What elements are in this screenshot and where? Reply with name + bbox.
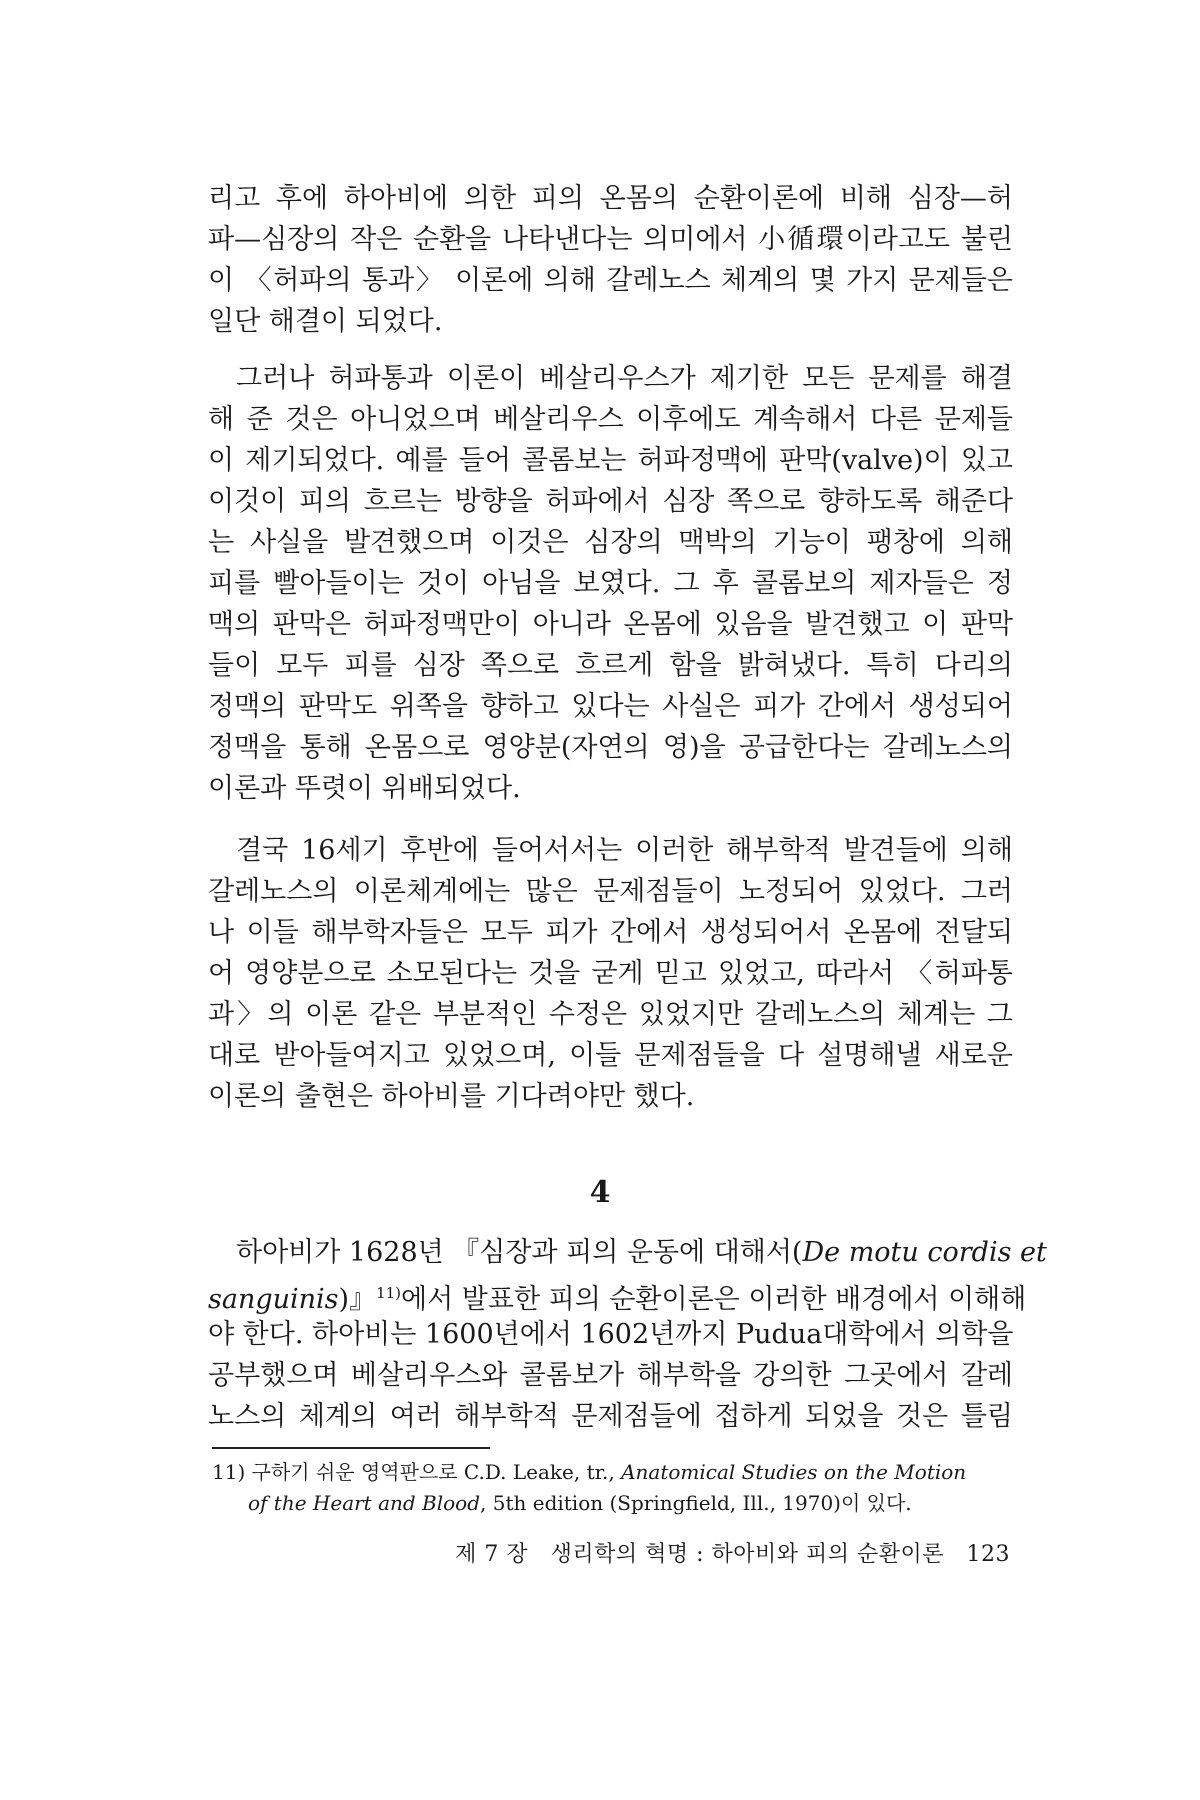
text-line: 결국 16세기 후반에 들어서서는 이러한 해부학적 발견들에 의해 bbox=[236, 835, 1013, 866]
paragraph-harvey bbox=[208, 1232, 1047, 1437]
text-line: 나 이들 해부학자들은 모두 피가 간에서 생성되어서 온몸에 전달되 bbox=[208, 917, 1013, 948]
text-line: 는 사실을 발견했으며 이것은 심장의 맥박의 기능이 팽창에 의해 bbox=[208, 527, 1013, 558]
running-footer bbox=[398, 1540, 1010, 1570]
paragraph-valves bbox=[208, 358, 1013, 809]
text-line: 맥의 판막은 허파정맥만이 아니라 온몸에 있음을 발견했고 이 판막 bbox=[208, 609, 1013, 640]
text-line: 파—심장의 작은 순환을 나타낸다는 의미에서 小循環이라고도 불린 bbox=[208, 224, 1013, 255]
book-title: De motu cordis et bbox=[802, 1237, 1047, 1268]
text-line: 이론과 뚜렷이 위배되었다. bbox=[208, 773, 521, 804]
text-line: 이것이 피의 흐르는 방향을 허파에서 심장 쪽으로 향하도록 해준다 bbox=[208, 486, 1013, 517]
footnote-divider bbox=[212, 1447, 490, 1449]
text-line: 리고 후에 하아비에 의한 피의 온몸의 순환이론에 비해 심장—허 bbox=[208, 183, 1013, 214]
text-line: 정맥을 통해 온몸으로 영양분(자연의 영)을 공급한다는 갈레노스의 bbox=[208, 732, 1013, 763]
paragraph-continued bbox=[208, 178, 1013, 342]
text-line: 피를 빨아들이는 것이 아님을 보였다. 그 후 콜롬보의 제자들은 정 bbox=[208, 568, 1013, 599]
book-title: of the Heart and Blood bbox=[248, 1491, 481, 1515]
text-span: 에서 발표한 피의 순환이론은 이러한 배경에서 이해해 bbox=[401, 1284, 1027, 1315]
footnote-line bbox=[212, 1488, 1017, 1519]
section-number: 4 bbox=[589, 1175, 611, 1210]
text-span: 구하기 쉬운 영역판으로 C.D. Leake, tr., bbox=[251, 1460, 622, 1484]
text-line: 야 한다. 하아비는 1600년에서 1602년까지 Pudua대학에서 의학을 bbox=[208, 1319, 1014, 1350]
text-line: 이 〈허파의 통과〉 이론에 의해 갈레노스 체계의 몇 가지 문제들은 bbox=[208, 265, 1013, 296]
text-line: 갈레노스의 이론체계에는 많은 문제점들이 노정되어 있었다. 그러 bbox=[208, 876, 1013, 907]
footnote bbox=[212, 1457, 1017, 1519]
text-line bbox=[208, 1273, 1027, 1315]
book-title: sanguinis bbox=[208, 1284, 339, 1315]
text-line bbox=[208, 1232, 1047, 1273]
text-span: , 5th edition (Springfield, Ill., 1970)이 있다. bbox=[480, 1491, 912, 1515]
chapter-label: 제 7 장 bbox=[455, 1542, 529, 1567]
text-line: 이론의 출현은 하아비를 기다려야만 했다. bbox=[208, 1081, 695, 1112]
text-line: 노스의 체계의 여러 해부학적 문제점들에 접하게 되었을 것은 틀림 bbox=[208, 1401, 1013, 1432]
chapter-title: 생리학의 혁명 : 하아비와 피의 순환이론 bbox=[550, 1542, 945, 1567]
text-line: 들이 모두 피를 심장 쪽으로 흐르게 함을 밝혀냈다. 특히 다리의 bbox=[208, 650, 1013, 681]
text-span: 하아비가 1628년 『심장과 피의 운동에 대해서( bbox=[236, 1237, 803, 1268]
text-line: 이 제기되었다. 예를 들어 콜롬보는 허파정맥에 판막(valve)이 있고 bbox=[208, 445, 1013, 476]
paragraph-late-16th-century bbox=[208, 830, 1013, 1117]
text-line: 정맥의 판막도 위쪽을 향하고 있다는 사실은 피가 간에서 생성되어 bbox=[208, 691, 1013, 722]
footnote-ref[interactable]: 11) bbox=[376, 1284, 402, 1302]
footnote-mark: 11) bbox=[212, 1460, 246, 1484]
book-title: Anatomical Studies on the Motion bbox=[621, 1460, 967, 1484]
footnote-line bbox=[212, 1457, 1017, 1488]
text-line: 공부했으며 베살리우스와 콜롬보가 해부학을 강의한 그곳에서 갈레 bbox=[208, 1360, 1013, 1391]
text-line: 과〉의 이론 같은 부분적인 수정은 있었지만 갈레노스의 체계는 그 bbox=[208, 999, 1013, 1030]
text-line: 그러나 허파통과 이론이 베살리우스가 제기한 모든 문제를 해결 bbox=[236, 363, 1013, 394]
text-line: 대로 받아들여지고 있었으며, 이들 문제점들을 다 설명해낼 새로운 bbox=[208, 1040, 1013, 1071]
text-line: 해 준 것은 아니었으며 베살리우스 이후에도 계속해서 다른 문제들 bbox=[208, 404, 1013, 435]
page-number: 123 bbox=[966, 1542, 1010, 1567]
text-line: 어 영양분으로 소모된다는 것을 굳게 믿고 있었고, 따라서 〈허파통 bbox=[208, 958, 1013, 989]
text-span: )』 bbox=[338, 1284, 377, 1315]
text-line: 일단 해결이 되었다. bbox=[208, 306, 443, 337]
